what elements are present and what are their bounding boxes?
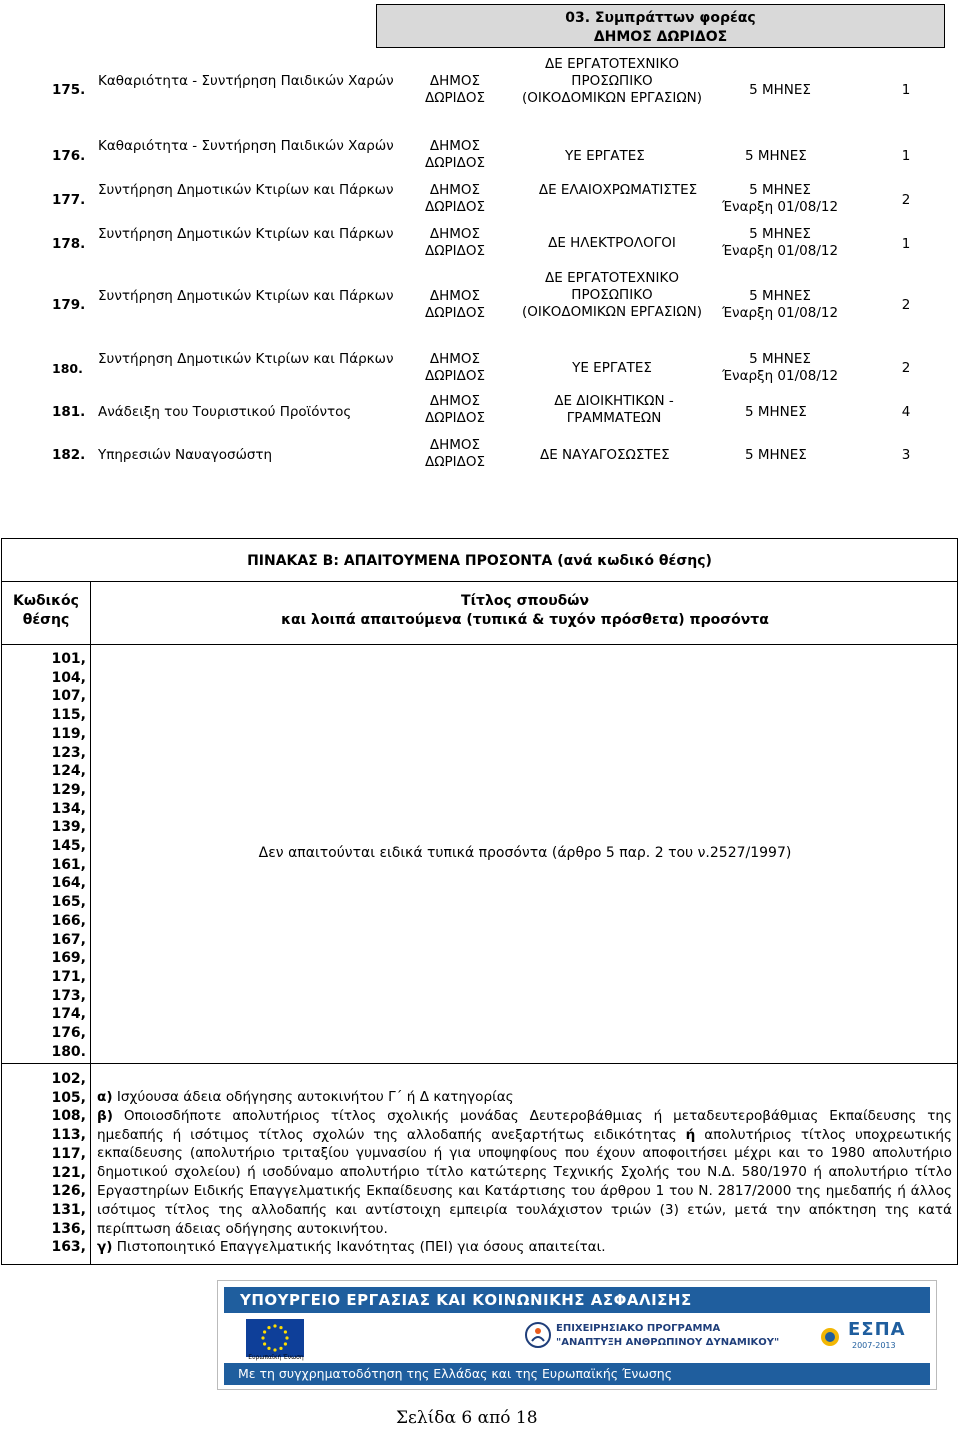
position-codes-group-2 [2, 1070, 86, 1257]
position-code: 131, [51, 1201, 86, 1218]
eu-flag-icon [246, 1319, 304, 1357]
row-number: 178. [52, 236, 86, 252]
row-start-date: Έναρξη 01/08/12 [721, 368, 839, 384]
requirements-none: Δεν απαιτούνται ειδικά τυπικά προσόντα (άρθρο 5 παρ. 2 του ν.2527/1997) [258, 845, 792, 861]
row-number: 180. [52, 361, 83, 376]
cofinance-bar: Με τη συγχρηματοδότηση της Ελλάδας και της Ευρωπαϊκής Ένωσης [224, 1363, 930, 1385]
row-specialty: ΔΕ ΕΛΑΙΟΧΡΩΜΑΤΙΣΤΕΣ [538, 182, 698, 198]
row-specialty: ΥΕ ΕΡΓΑΤΕΣ [572, 360, 652, 376]
row-number: 176. [52, 148, 86, 164]
position-code: 117, [51, 1145, 86, 1162]
row-number: 182. [52, 447, 86, 463]
row-description: Συντήρηση Δημοτικών Κτιρίων και Πάρκων [98, 182, 394, 198]
row-municipality: ΔΗΜΟΣ ΔΩΡΙΔΟΣ [424, 182, 486, 215]
requirement-a [97, 1088, 952, 1107]
row-duration: 5 ΜΗΝΕΣ [749, 182, 811, 198]
position-code: 108, [51, 1108, 86, 1125]
position-code: 164, [51, 875, 86, 892]
row-duration: 5 ΜΗΝΕΣ [749, 351, 811, 367]
row-municipality: ΔΗΜΟΣ ΔΩΡΙΔΟΣ [424, 437, 486, 470]
requirement-a-text: Ισχύουσα άδεια οδήγησης αυτοκινήτου Γ΄ ή Δ κατηγορίας [112, 1089, 514, 1105]
position-code: 171, [51, 968, 86, 985]
position-code: 165, [51, 894, 86, 911]
row-municipality: ΔΗΜΟΣ ΔΩΡΙΔΟΣ [424, 138, 486, 171]
program-name-line2: "ΑΝΑΠΤΥΞΗ ΑΝΘΡΩΠΙΝΟΥ ΔΥΝΑΜΙΚΟΥ" [556, 1337, 780, 1348]
row-duration: 5 ΜΗΝΕΣ [749, 82, 811, 98]
requirement-b-or: ή [685, 1126, 696, 1143]
row-specialty: ΔΕ ΗΛΕΚΤΡΟΛΟΓΟΙ [548, 235, 676, 251]
requirement-c-label: γ) [97, 1239, 113, 1256]
position-code: 134, [51, 800, 86, 817]
position-code: 104, [51, 669, 86, 686]
row-count: 1 [901, 82, 911, 98]
row-duration: 5 ΜΗΝΕΣ [745, 404, 807, 420]
position-code: 113, [51, 1127, 86, 1144]
row-description: Συντήρηση Δημοτικών Κτιρίων και Πάρκων [98, 226, 394, 242]
row-count: 1 [901, 148, 911, 164]
row-description: Συντήρηση Δημοτικών Κτιρίων και Πάρκων [98, 288, 394, 304]
header-line-2: ΔΗΜΟΣ ΔΩΡΙΔΟΣ [593, 29, 728, 45]
requirement-b-text: Οποιοσδήποτε απολυτήριος τίτλος σχολικής μονάδας Δευτεροβάθμιας ή μεταδευτεροβάθμιας Εκπαίδευσης της ημεδαπής ή ισότιμος τίτλος σχολών της αλλοδαπής ανεξαρτήτως ειδικότητας [97, 1107, 952, 1143]
eu-caption: Ευρωπαϊκή Ένωση [248, 1354, 304, 1361]
position-code: 107, [51, 688, 86, 705]
position-code: 173, [51, 987, 86, 1004]
row-count: 2 [901, 192, 911, 208]
position-code: 115, [51, 707, 86, 724]
position-code: 123, [51, 744, 86, 761]
position-code: 136, [51, 1220, 86, 1237]
row-description: Καθαριότητα - Συντήρηση Παιδικών Χαρών [98, 138, 394, 154]
espa-label: ΕΣΠΑ [848, 1319, 906, 1340]
row-count: 2 [901, 360, 911, 376]
position-code: 124, [51, 763, 86, 780]
position-code: 105, [51, 1089, 86, 1106]
row-start-date: Έναρξη 01/08/12 [721, 243, 839, 259]
row-duration: 5 ΜΗΝΕΣ [745, 447, 807, 463]
row-description: Ανάδειξη του Τουριστικού Προϊόντος [98, 404, 352, 420]
requirement-a-label: α) [97, 1089, 113, 1105]
position-code: 101, [51, 651, 86, 667]
row-description: Συντήρηση Δημοτικών Κτιρίων και Πάρκων [98, 351, 394, 367]
row-start-date: Έναρξη 01/08/12 [721, 199, 839, 215]
position-code: 129, [51, 781, 86, 798]
row-municipality: ΔΗΜΟΣ ΔΩΡΙΔΟΣ [424, 226, 486, 259]
position-code: 139, [51, 819, 86, 836]
row-description: Καθαριότητα - Συντήρηση Παιδικών Χαρών [98, 73, 394, 89]
top-table-header [376, 4, 945, 48]
row-duration: 5 ΜΗΝΕΣ [749, 288, 811, 304]
row-specialty: ΔΕ ΝΑΥΑΓΟΣΩΣΤΕΣ [540, 447, 670, 463]
row-description: Υπηρεσιών Ναυαγοσώστη [98, 447, 273, 463]
row-count: 3 [901, 447, 911, 463]
requirements-drivers [97, 1088, 952, 1257]
row-municipality: ΔΗΜΟΣ ΔΩΡΙΔΟΣ [424, 288, 486, 321]
row-specialty: ΥΕ ΕΡΓΑΤΕΣ [565, 148, 645, 164]
header-line-1: 03. Συμπράττων φορέας [565, 10, 756, 26]
program-name-line1: ΕΠΙΧΕΙΡΗΣΙΑΚΟ ΠΡΟΓΡΑΜΜΑ [556, 1323, 721, 1334]
position-codes-group-1 [2, 650, 86, 1061]
espa-years: 2007-2013 [852, 1341, 896, 1350]
column-header-title-line2: και λοιπά απαιτούμενα (τυπικά & τυχόν πρόσθετα) προσόντα [281, 612, 769, 628]
column-divider [90, 581, 91, 1265]
column-header-title [92, 592, 958, 630]
row-specialty: ΔΕ ΔΙΟΙΚΗΤΙΚΩΝ - ΓΡΑΜΜΑΤΕΩΝ [554, 393, 674, 426]
row-number: 181. [52, 404, 86, 420]
position-code: 174, [51, 1006, 86, 1023]
ministry-bar: ΥΠΟΥΡΓΕΙΟ ΕΡΓΑΣΙΑΣ ΚΑΙ ΚΟΙΝΩΝΙΚΗΣ ΑΣΦΑΛΙΣΗΣ [224, 1287, 930, 1313]
row-number: 175. [52, 82, 86, 98]
column-header-title-line1: Τίτλος σπουδών [461, 593, 589, 609]
row-municipality: ΔΗΜΟΣ ΔΩΡΙΔΟΣ [424, 393, 486, 426]
requirement-b-label: β) [97, 1107, 113, 1124]
requirement-c-text: Πιστοποιητικό Επαγγελματικής Ικανότητας (ΠΕΙ) για όσους απαιτείται. [112, 1239, 606, 1256]
position-code: 145, [51, 838, 86, 855]
column-header-code-line1: Κωδικός [13, 593, 79, 609]
position-code: 180. [51, 1043, 86, 1060]
row-start-date: Έναρξη 01/08/12 [721, 305, 839, 321]
position-code: 102, [51, 1071, 86, 1087]
funding-banner [217, 1280, 937, 1390]
column-header-code-line2: θέσης [22, 612, 70, 628]
page-number: Σελίδα 6 από 18 [396, 1408, 538, 1428]
row-number: 179. [52, 297, 86, 313]
table-b-title: ΠΙΝΑΚΑΣ Β: ΑΠΑΙΤΟΥΜΕΝΑ ΠΡΟΣΟΝΤΑ (ανά κωδικό θέσης) [1, 538, 958, 582]
row-municipality: ΔΗΜΟΣ ΔΩΡΙΔΟΣ [424, 351, 486, 384]
position-code: 176, [51, 1025, 86, 1042]
position-code: 167, [51, 931, 86, 948]
row-duration: 5 ΜΗΝΕΣ [745, 148, 807, 164]
row-duration: 5 ΜΗΝΕΣ [749, 226, 811, 242]
position-code: 126, [51, 1183, 86, 1200]
position-code: 121, [51, 1164, 86, 1181]
position-code: 119, [51, 725, 86, 742]
requirement-c [97, 1238, 952, 1257]
row-municipality: ΔΗΜΟΣ ΔΩΡΙΔΟΣ [424, 73, 486, 106]
row-count: 1 [901, 236, 911, 252]
row-count: 2 [901, 297, 911, 313]
row-specialty: ΔΕ ΕΡΓΑΤΟΤΕΧΝΙΚΟ ΠΡΟΣΩΠΙΚΟ (ΟΙΚΟΔΟΜΙΚΩΝ ΕΡΓΑΣΙΩΝ) [521, 56, 703, 106]
program-logo-icon [524, 1321, 552, 1349]
position-code: 169, [51, 950, 86, 967]
requirement-b [97, 1107, 952, 1239]
requirement-b-text-cont: απολυτήριος τίτλος υποχρεωτικής εκπαίδευσης (απολυτήριο τριταξίου γυμνασίου ή για υποψηφίους που έχουν αποφοιτήσει μέχρι και το 1980 απολυτήριο δημοτικού σχολείου) ή ισοδύναμο απολυτήριο τίτλο κατώτερης Τεχνικής Σχολής του Ν.Δ. 580/1970 ή απολυτήριο τίτλο Εργαστηρίων Ειδικής Επαγγελματικής Εκπαίδευσης και Κατάρτισης του άρθρου 1 του Ν. 2817/2000 της ημεδαπής ή άλλος ισότιμος τίτλος της αλλοδαπής και αντίστοιχη εμπειρία τουλάχιστον τριών (3) ετών, μετά την απόκτηση της κατά περίπτωση άδειας οδήγησης αυτοκινήτου. [97, 1126, 953, 1237]
row-count: 4 [901, 404, 911, 420]
column-header-code [2, 592, 90, 630]
row-number: 177. [52, 192, 86, 208]
position-code: 166, [51, 912, 86, 929]
row-specialty: ΔΕ ΕΡΓΑΤΟΤΕΧΝΙΚΟ ΠΡΟΣΩΠΙΚΟ (ΟΙΚΟΔΟΜΙΚΩΝ ΕΡΓΑΣΙΩΝ) [521, 270, 703, 320]
position-code: 163, [51, 1239, 86, 1256]
position-code: 161, [51, 856, 86, 873]
